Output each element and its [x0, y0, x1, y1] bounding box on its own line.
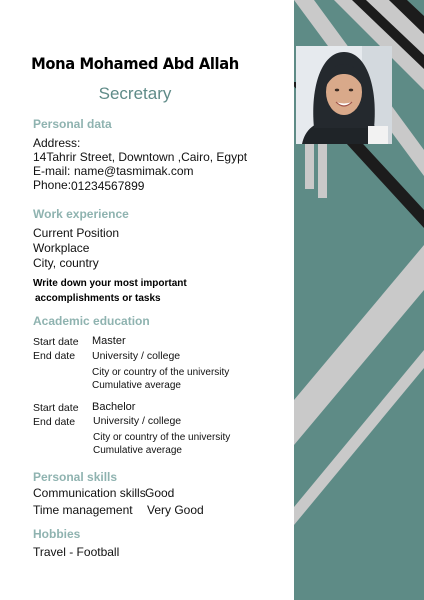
phone-value: 01234567899: [71, 179, 145, 193]
job-title: Secretary: [98, 84, 172, 103]
phone-label: Phone:: [33, 178, 72, 192]
hobbies-heading: Hobbies: [33, 527, 81, 541]
skill-2-name: Time management: [33, 503, 133, 517]
profile-photo: [296, 46, 392, 144]
skill-2-level: Very Good: [147, 503, 204, 517]
email-label: E-mail:: [33, 164, 71, 178]
edu2-institution: University / college: [93, 415, 182, 427]
profile-photo-image: [296, 46, 392, 144]
work-city: City, country: [33, 256, 99, 270]
edu2-degree: Bachelor: [92, 401, 136, 413]
hobbies-text: Travel - Football: [33, 545, 120, 559]
work-experience-heading: Work experience: [33, 207, 129, 221]
skills-heading: Personal skills: [33, 470, 118, 484]
edu2-average: Cumulative average: [93, 445, 182, 456]
work-note-line1: Write down your most important: [33, 278, 187, 289]
person-name: Mona Mohamed Abd Allah: [31, 54, 239, 73]
personal-data-heading: Personal data: [33, 117, 112, 131]
edu2-location: City or country of the university: [93, 432, 231, 443]
edu2-start-label: Start date: [33, 402, 79, 414]
education-heading: Academic education: [33, 314, 150, 328]
work-place: Workplace: [33, 241, 90, 255]
work-note-line2: accomplishments or tasks: [35, 293, 161, 304]
edu1-average: Cumulative average: [92, 380, 181, 391]
edu1-start-label: Start date: [33, 336, 79, 348]
edu1-degree: Master: [92, 335, 126, 347]
skill-1-level: Good: [145, 486, 175, 500]
edu1-end-label: End date: [33, 350, 76, 362]
skill-1-name: Communication skills: [33, 486, 146, 500]
address-value: 14Tahrir Street, Downtown ,Cairo, Egypt: [33, 150, 248, 164]
email-value: name@tasmimak.com: [74, 164, 194, 178]
address-label: Address:: [33, 136, 81, 150]
work-position: Current Position: [33, 226, 120, 240]
edu1-location: City or country of the university: [92, 367, 230, 378]
edu2-end-label: End date: [33, 416, 76, 428]
edu1-institution: University / college: [92, 350, 181, 362]
